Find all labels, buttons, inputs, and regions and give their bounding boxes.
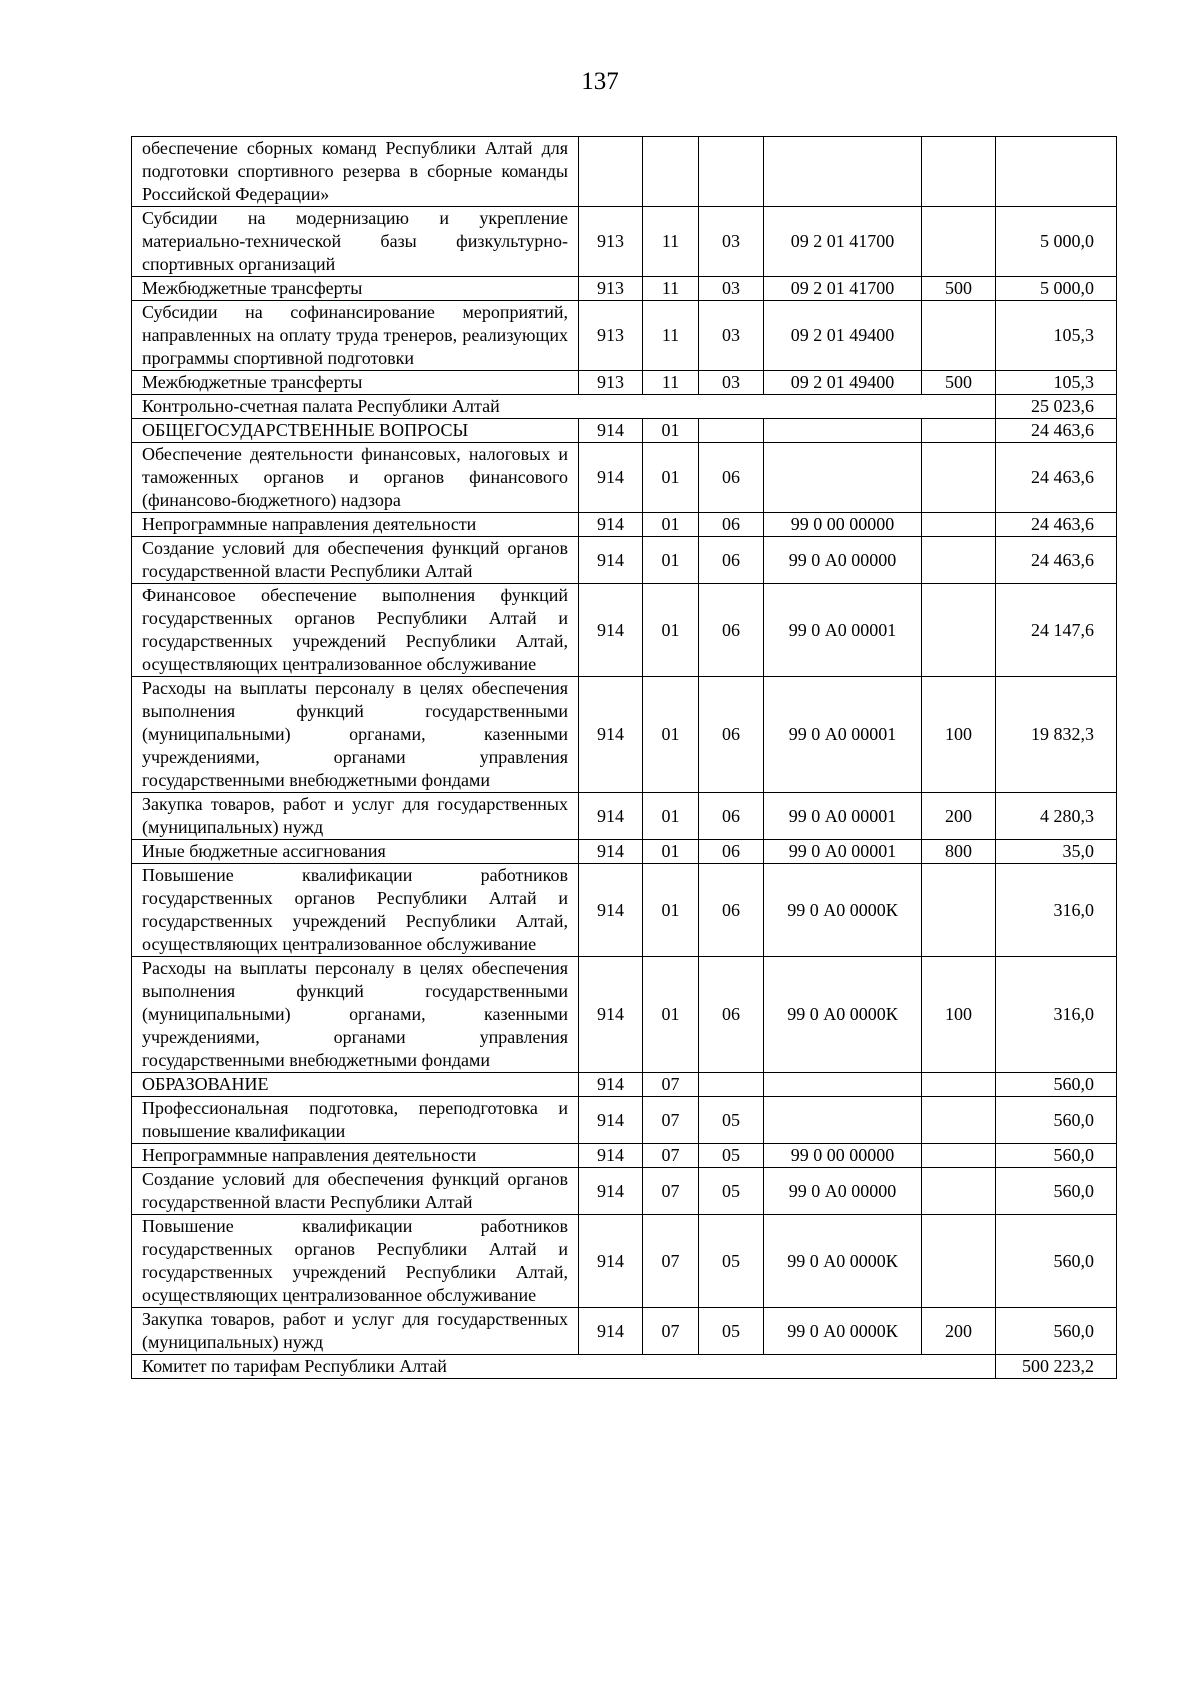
row-expense-type (922, 443, 996, 513)
table-row (132, 1308, 1117, 1355)
page-number: 137 (581, 68, 619, 95)
row-ved-code: 914 (579, 419, 643, 443)
table-row (132, 677, 1117, 793)
row-name: ОБЩЕГОСУДАРСТВЕННЫЕ ВОПРОСЫ (132, 419, 579, 443)
row-name: Иные бюджетные ассигнования (132, 840, 579, 864)
table-row (132, 207, 1117, 277)
row-amount: 35,0 (996, 840, 1117, 864)
row-subsection-code: 06 (699, 840, 764, 864)
row-subsection-code: 03 (699, 277, 764, 301)
row-amount: 24 147,6 (996, 584, 1117, 677)
row-expense-type (922, 1168, 996, 1215)
row-name: Субсидии на модернизацию и укрепление материально-технической базы физкультурно-спортивных организаций (132, 207, 579, 277)
row-expense-type: 500 (922, 371, 996, 395)
row-section-code: 11 (643, 207, 699, 277)
row-section-code: 11 (643, 301, 699, 371)
row-expense-type: 100 (922, 957, 996, 1073)
row-ved-code: 914 (579, 1215, 643, 1308)
row-section-code: 01 (643, 584, 699, 677)
table-row (132, 395, 1117, 419)
row-section-code: 01 (643, 864, 699, 957)
row-ved-code (579, 137, 643, 207)
row-expense-type (922, 1215, 996, 1308)
row-ved-code: 913 (579, 371, 643, 395)
row-amount: 560,0 (996, 1144, 1117, 1168)
table-row (132, 513, 1117, 537)
table-row (132, 419, 1117, 443)
table-row (132, 1168, 1117, 1215)
row-amount: 560,0 (996, 1308, 1117, 1355)
row-target-article (764, 419, 922, 443)
row-target-article: 99 0 А0 0000К (764, 957, 922, 1073)
row-amount: 500 223,2 (996, 1355, 1117, 1379)
row-subsection-code: 06 (699, 864, 764, 957)
row-section-code: 07 (643, 1144, 699, 1168)
row-section-code: 07 (643, 1215, 699, 1308)
table-row (132, 137, 1117, 207)
table-row (132, 864, 1117, 957)
row-subsection-code: 05 (699, 1215, 764, 1308)
row-ved-code: 914 (579, 1308, 643, 1355)
row-target-article: 99 0 А0 00001 (764, 677, 922, 793)
row-amount: 105,3 (996, 301, 1117, 371)
row-section-code: 01 (643, 793, 699, 840)
row-subsection-code: 06 (699, 537, 764, 584)
row-name: Комитет по тарифам Республики Алтай (132, 1355, 996, 1379)
row-amount: 24 463,6 (996, 513, 1117, 537)
row-expense-type (922, 584, 996, 677)
row-amount: 560,0 (996, 1097, 1117, 1144)
row-name: Повышение квалификации работников государственных органов Республики Алтай и государственных учреждений Республики Алтай, осуществляющих централизованное обслуживание (132, 1215, 579, 1308)
row-section-code: 11 (643, 277, 699, 301)
table-row (132, 1355, 1117, 1379)
row-subsection-code: 05 (699, 1144, 764, 1168)
row-amount: 5 000,0 (996, 207, 1117, 277)
row-target-article: 99 0 А0 00001 (764, 793, 922, 840)
row-expense-type (922, 1144, 996, 1168)
row-ved-code: 914 (579, 1144, 643, 1168)
row-amount: 105,3 (996, 371, 1117, 395)
row-subsection-code: 05 (699, 1168, 764, 1215)
table-row (132, 1097, 1117, 1144)
row-expense-type (922, 137, 996, 207)
row-name: Закупка товаров, работ и услуг для государственных (муниципальных) нужд (132, 1308, 579, 1355)
row-section-code: 07 (643, 1308, 699, 1355)
table-row (132, 371, 1117, 395)
row-amount: 316,0 (996, 957, 1117, 1073)
row-target-article (764, 1097, 922, 1144)
row-section-code: 01 (643, 443, 699, 513)
row-ved-code: 914 (579, 1168, 643, 1215)
row-expense-type: 200 (922, 1308, 996, 1355)
row-expense-type (922, 1097, 996, 1144)
row-subsection-code (699, 137, 764, 207)
row-expense-type (922, 207, 996, 277)
row-subsection-code: 05 (699, 1308, 764, 1355)
row-ved-code: 914 (579, 840, 643, 864)
row-section-code: 07 (643, 1168, 699, 1215)
row-ved-code: 913 (579, 301, 643, 371)
row-expense-type: 200 (922, 793, 996, 840)
row-name: Расходы на выплаты персоналу в целях обеспечения выполнения функций государственными (муниципальными) органами, казенными учреждениями, органами управления государственными внебюджетными фондами (132, 677, 579, 793)
row-subsection-code: 06 (699, 513, 764, 537)
row-amount: 5 000,0 (996, 277, 1117, 301)
table-row (132, 957, 1117, 1073)
row-amount: 24 463,6 (996, 537, 1117, 584)
row-name: Непрограммные направления деятельности (132, 1144, 579, 1168)
row-target-article (764, 137, 922, 207)
row-name: обеспечение сборных команд Республики Алтай для подготовки спортивного резерва в сборные команды Российской Федерации» (132, 137, 579, 207)
row-target-article: 09 2 01 49400 (764, 301, 922, 371)
row-target-article (764, 1073, 922, 1097)
row-expense-type (922, 301, 996, 371)
row-ved-code: 913 (579, 207, 643, 277)
row-section-code: 01 (643, 840, 699, 864)
row-amount: 4 280,3 (996, 793, 1117, 840)
row-name: Расходы на выплаты персоналу в целях обеспечения выполнения функций государственными (муниципальными) органами, казенными учреждениями, органами управления государственными внебюджетными фондами (132, 957, 579, 1073)
row-name: Непрограммные направления деятельности (132, 513, 579, 537)
row-name: Межбюджетные трансферты (132, 371, 579, 395)
row-subsection-code: 03 (699, 301, 764, 371)
table-row (132, 443, 1117, 513)
row-ved-code: 914 (579, 443, 643, 513)
row-section-code: 07 (643, 1097, 699, 1144)
row-ved-code: 914 (579, 793, 643, 840)
row-expense-type (922, 419, 996, 443)
row-expense-type (922, 1073, 996, 1097)
table-row (132, 793, 1117, 840)
row-amount: 25 023,6 (996, 395, 1117, 419)
row-ved-code: 914 (579, 513, 643, 537)
row-ved-code: 914 (579, 1097, 643, 1144)
row-ved-code: 914 (579, 537, 643, 584)
row-target-article: 99 0 00 00000 (764, 513, 922, 537)
row-section-code: 01 (643, 419, 699, 443)
row-amount: 560,0 (996, 1215, 1117, 1308)
row-amount (996, 137, 1117, 207)
table-row (132, 537, 1117, 584)
row-amount: 24 463,6 (996, 443, 1117, 513)
row-section-code: 11 (643, 371, 699, 395)
row-target-article: 99 0 А0 00000 (764, 537, 922, 584)
row-amount: 19 832,3 (996, 677, 1117, 793)
row-target-article: 99 0 А0 0000К (764, 1308, 922, 1355)
row-name: ОБРАЗОВАНИЕ (132, 1073, 579, 1097)
row-ved-code: 914 (579, 957, 643, 1073)
table-row (132, 840, 1117, 864)
row-name: Финансовое обеспечение выполнения функций государственных органов Республики Алтай и государственных учреждений Республики Алтай, осуществляющих централизованное обслуживание (132, 584, 579, 677)
row-name: Профессиональная подготовка, переподготовка и повышение квалификации (132, 1097, 579, 1144)
row-target-article: 09 2 01 49400 (764, 371, 922, 395)
row-subsection-code (699, 419, 764, 443)
row-expense-type (922, 537, 996, 584)
row-expense-type: 500 (922, 277, 996, 301)
row-section-code: 01 (643, 957, 699, 1073)
row-expense-type: 100 (922, 677, 996, 793)
row-amount: 560,0 (996, 1168, 1117, 1215)
row-name: Повышение квалификации работников государственных органов Республики Алтай и государственных учреждений Республики Алтай, осуществляющих централизованное обслуживание (132, 864, 579, 957)
row-target-article (764, 443, 922, 513)
row-ved-code: 914 (579, 1073, 643, 1097)
row-name: Межбюджетные трансферты (132, 277, 579, 301)
row-section-code: 01 (643, 677, 699, 793)
table-row (132, 277, 1117, 301)
row-expense-type: 800 (922, 840, 996, 864)
row-subsection-code: 06 (699, 677, 764, 793)
row-amount: 560,0 (996, 1073, 1117, 1097)
row-ved-code: 913 (579, 277, 643, 301)
row-amount: 24 463,6 (996, 419, 1117, 443)
row-target-article: 99 0 А0 00001 (764, 584, 922, 677)
row-expense-type (922, 513, 996, 537)
row-target-article: 99 0 А0 00000 (764, 1168, 922, 1215)
row-expense-type (922, 864, 996, 957)
table-row (132, 1144, 1117, 1168)
row-name: Создание условий для обеспечения функций органов государственной власти Республики Алтай (132, 537, 579, 584)
row-section-code: 07 (643, 1073, 699, 1097)
budget-table (131, 136, 1117, 1379)
row-amount: 316,0 (996, 864, 1117, 957)
table-row (132, 1073, 1117, 1097)
row-subsection-code: 06 (699, 957, 764, 1073)
row-target-article: 09 2 01 41700 (764, 277, 922, 301)
row-section-code: 01 (643, 513, 699, 537)
row-subsection-code: 03 (699, 371, 764, 395)
row-section-code (643, 137, 699, 207)
row-name: Контрольно-счетная палата Республики Алтай (132, 395, 996, 419)
row-name: Создание условий для обеспечения функций органов государственной власти Республики Алтай (132, 1168, 579, 1215)
row-target-article: 99 0 00 00000 (764, 1144, 922, 1168)
row-target-article: 99 0 А0 0000К (764, 1215, 922, 1308)
row-subsection-code: 06 (699, 443, 764, 513)
row-name: Закупка товаров, работ и услуг для государственных (муниципальных) нужд (132, 793, 579, 840)
row-ved-code: 914 (579, 584, 643, 677)
row-name: Субсидии на софинансирование мероприятий, направленных на оплату труда тренеров, реализующих программы спортивной подготовки (132, 301, 579, 371)
row-target-article: 99 0 А0 00001 (764, 840, 922, 864)
row-target-article: 09 2 01 41700 (764, 207, 922, 277)
table-row (132, 1215, 1117, 1308)
row-subsection-code: 06 (699, 793, 764, 840)
row-subsection-code: 06 (699, 584, 764, 677)
row-section-code: 01 (643, 537, 699, 584)
row-subsection-code: 05 (699, 1097, 764, 1144)
table-row (132, 584, 1117, 677)
table-row (132, 301, 1117, 371)
row-name: Обеспечение деятельности финансовых, налоговых и таможенных органов и органов финансового (финансово-бюджетного) надзора (132, 443, 579, 513)
row-ved-code: 914 (579, 677, 643, 793)
row-target-article: 99 0 А0 0000К (764, 864, 922, 957)
row-subsection-code (699, 1073, 764, 1097)
row-ved-code: 914 (579, 864, 643, 957)
row-subsection-code: 03 (699, 207, 764, 277)
